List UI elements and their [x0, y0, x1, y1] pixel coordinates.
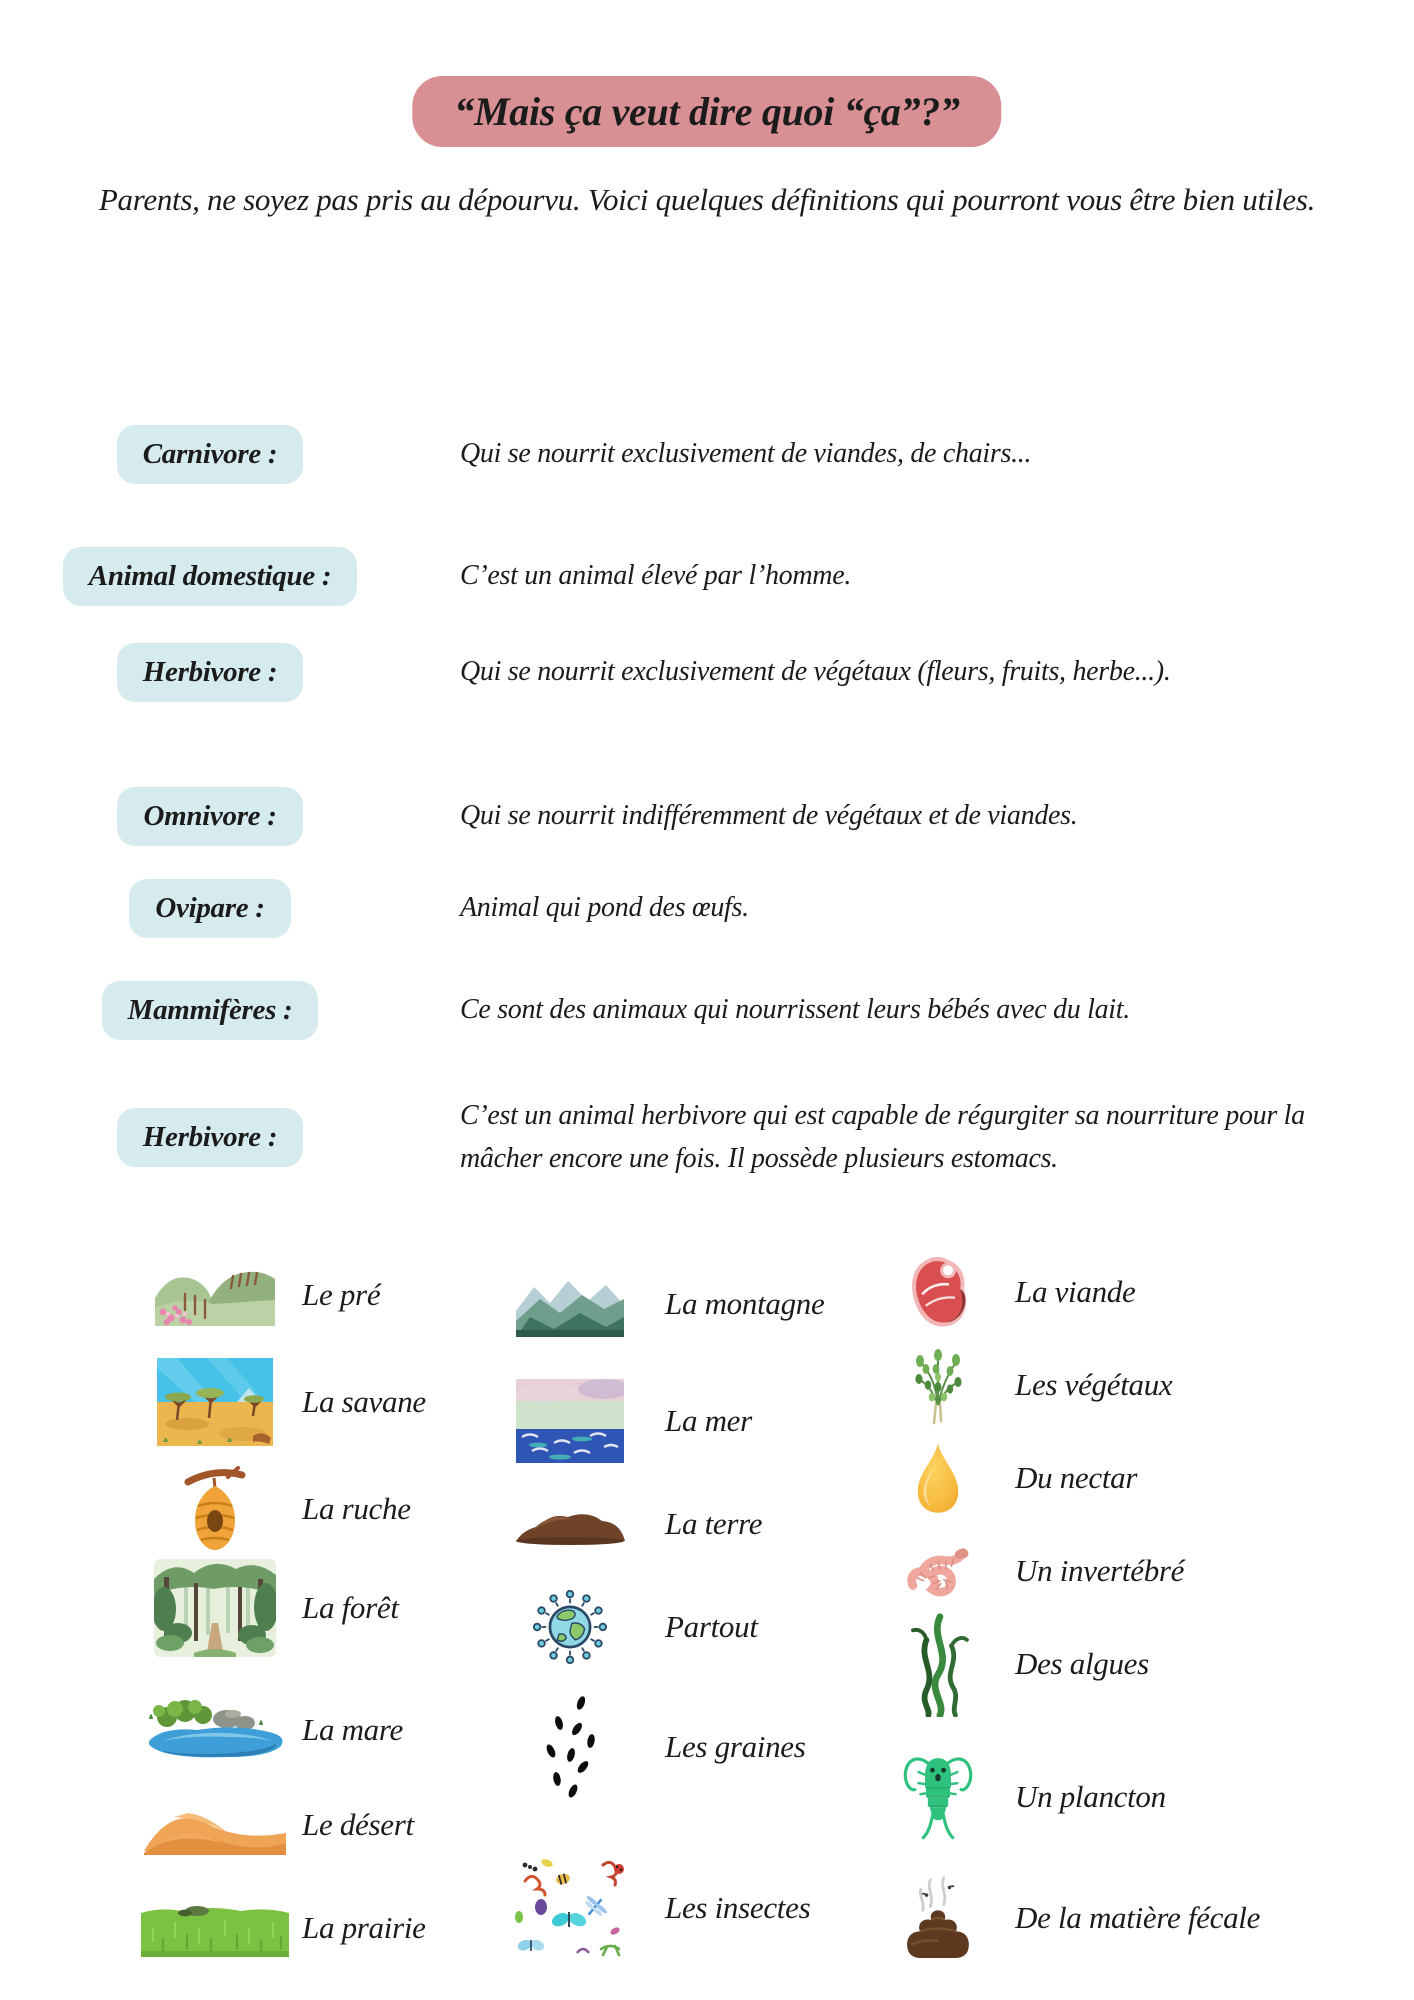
vocab-item: [505, 1479, 905, 1569]
vocab-item: [140, 1344, 520, 1459]
vocab-label: Les graines: [665, 1728, 806, 1764]
vocab-label: La ruche: [302, 1490, 411, 1526]
vocab-item: [505, 1362, 905, 1479]
definition-row: [0, 638, 1414, 706]
vocab-label: La prairie: [302, 1909, 426, 1945]
vocabulary-grid: [0, 1245, 1414, 1995]
vocab-column-1: [140, 1245, 520, 1975]
definition-text: Qui se nourrit exclusivement de végétaux (fleurs, fruits, herbe...).: [460, 656, 1171, 688]
vocab-label: Le désert: [302, 1806, 414, 1842]
vocab-item: [140, 1880, 520, 1975]
soil-icon: [505, 1503, 635, 1545]
vocab-label: Le pré: [302, 1276, 381, 1312]
vocab-item: [895, 1524, 1395, 1617]
plankton-icon: [895, 1750, 980, 1844]
vocab-item: [140, 1459, 520, 1558]
vocab-column-2: [505, 1245, 905, 1966]
vocab-item: [505, 1569, 905, 1684]
seeds-icon: [505, 1695, 635, 1799]
intro-text: Parents, ne soyez pas pris au dépourvu. Voici quelques définitions qui pourront vous être bien utiles.: [98, 182, 1316, 217]
forest-icon: [140, 1559, 290, 1657]
vocab-label: Les insectes: [665, 1889, 811, 1925]
algae-icon: [895, 1611, 980, 1717]
vocab-label: De la matière fécale: [1015, 1899, 1261, 1935]
definition-text: Qui se nourrit exclusivement de viandes, de chairs...: [460, 438, 1032, 470]
worm-icon: [895, 1543, 980, 1599]
globe-icon: [505, 1585, 635, 1669]
pond-icon: [140, 1699, 290, 1761]
vocab-item: [140, 1682, 520, 1777]
vocab-item: [505, 1849, 905, 1966]
vocab-label: Un invertébré: [1015, 1552, 1185, 1588]
definition-row: [0, 874, 1414, 942]
vocab-item: [895, 1245, 1395, 1338]
vocab-item: [140, 1558, 520, 1657]
definition-text: Ce sont des animaux qui nourrissent leurs bébés avec du lait.: [460, 994, 1130, 1026]
definitions-list: [0, 420, 1414, 1181]
definition-row: [0, 1094, 1414, 1181]
page-title: “Mais ça veut dire quoi “ça”?”: [454, 89, 960, 134]
vocab-label: La terre: [665, 1506, 763, 1541]
nectar-drop-icon: [895, 1440, 980, 1516]
term-badge: Herbivore :: [117, 643, 303, 702]
vocab-column-3: [895, 1245, 1395, 1964]
vocab-item: [505, 1684, 905, 1809]
definition-row: [0, 976, 1414, 1044]
vocab-label: La montagne: [665, 1285, 825, 1321]
vocab-item: [895, 1750, 1395, 1843]
term-badge: Carnivore :: [117, 425, 303, 484]
term-badge: Animal domestique :: [63, 547, 357, 606]
term-badge: Herbivore :: [117, 1108, 303, 1167]
feces-icon: [895, 1874, 980, 1962]
vocab-item: [140, 1245, 520, 1344]
vocab-label: Des algues: [1015, 1645, 1149, 1681]
vocab-label: La viande: [1015, 1273, 1136, 1309]
vocab-label: Du nectar: [1015, 1459, 1138, 1495]
mountain-icon: [505, 1271, 635, 1337]
sea-icon: [505, 1379, 635, 1463]
meadow-icon: [140, 1264, 290, 1326]
beehive-icon: [140, 1466, 290, 1552]
definition-text: Animal qui pond des œufs.: [460, 892, 749, 924]
definition-row: [0, 782, 1414, 850]
vocab-label: Partout: [665, 1608, 758, 1644]
insects-icon: [505, 1853, 635, 1963]
vocab-label: Un plancton: [1015, 1778, 1166, 1814]
term-badge: Mammifères :: [102, 981, 319, 1040]
vocab-item: [895, 1338, 1395, 1431]
savanna-icon: [140, 1358, 290, 1446]
definition-text: C’est un animal herbivore qui est capable de régurgiter sa nourriture pour la mâcher encore une fois. Il possède plusieurs estomacs.: [460, 1100, 1305, 1175]
vocab-label: Les végétaux: [1015, 1366, 1173, 1402]
grassland-icon: [140, 1899, 290, 1957]
term-badge: Omnivore :: [117, 787, 302, 846]
vocab-label: La mer: [665, 1402, 752, 1438]
vocab-label: La savane: [302, 1383, 426, 1419]
title-banner: [412, 76, 1001, 147]
desert-icon: [140, 1795, 290, 1855]
term-badge: Ovipare :: [129, 879, 290, 938]
vocab-label: La mare: [302, 1711, 403, 1747]
definition-row: [0, 542, 1414, 610]
vocab-label: La forêt: [302, 1589, 399, 1625]
vocab-item: [895, 1431, 1395, 1524]
definition-text: Qui se nourrit indifféremment de végétaux et de viandes.: [460, 800, 1078, 832]
vocab-item: [140, 1777, 520, 1872]
definition-text: C’est un animal élevé par l’homme.: [460, 560, 852, 592]
vocab-item: [895, 1871, 1395, 1964]
herbs-icon: [895, 1345, 980, 1425]
meat-icon: [895, 1254, 980, 1330]
vocab-item: [895, 1617, 1395, 1710]
vocab-item: [505, 1245, 905, 1362]
definition-row: [0, 420, 1414, 488]
